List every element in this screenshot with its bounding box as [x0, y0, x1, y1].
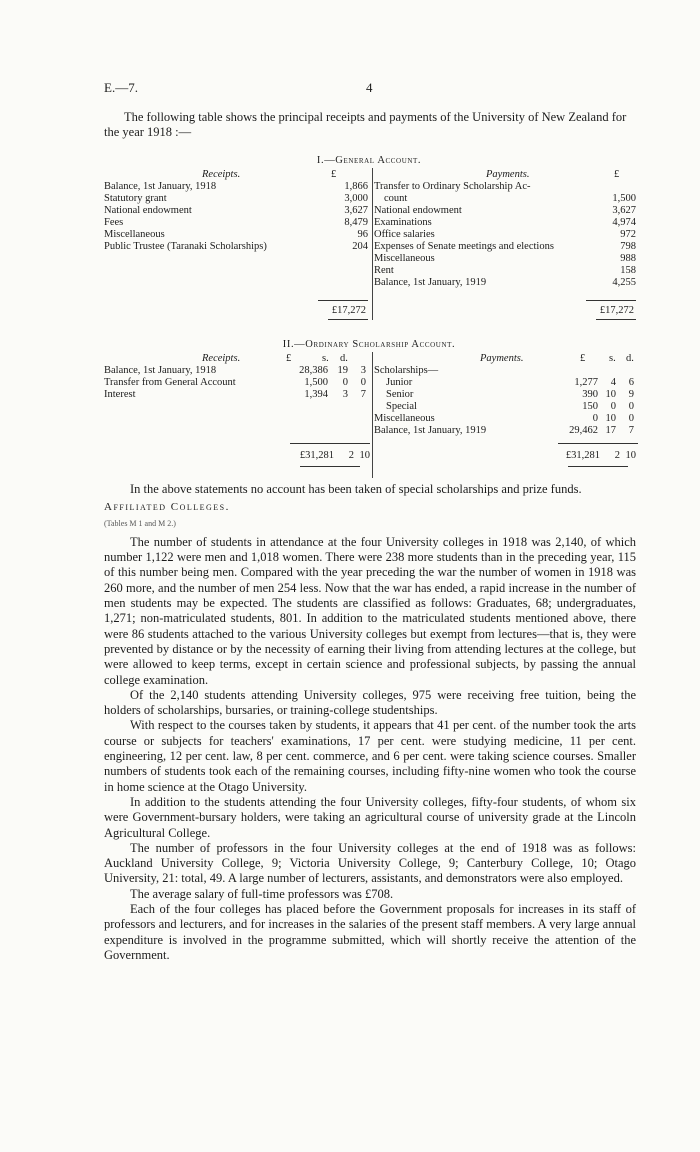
general-payments-header	[374, 168, 634, 181]
general-payment-label: Transfer to Ordinary Scholarship Ac-	[374, 181, 531, 192]
ordinary-receipt-label: Balance, 1st January, 1918	[104, 365, 217, 376]
ordinary-payments-total-pence: 10	[625, 450, 636, 461]
general-receipts-total: £17,272	[331, 305, 366, 316]
general-receipt-amount: 8,479	[344, 217, 368, 228]
ordinary-payment-pounds: 150	[582, 401, 598, 412]
general-payment-label: Examinations	[374, 217, 432, 228]
ordinary-payment-pence: 6	[628, 377, 634, 388]
ordinary-payment-shillings: 4	[610, 377, 616, 388]
ordinary-payments-total	[546, 450, 636, 463]
ordinary-payments-pence-heading: d.	[626, 353, 634, 364]
body-paragraph: In addition to the students attending the four University colleges, fifty-four students, of whom six were Government-bursary holders, were taking an agricultural course of university grade at the Lincoln Agricultural College.	[104, 794, 636, 840]
intro-paragraph: The following table shows the principal receipts and payments of the University of New Zealand for the year 1918 :—	[104, 110, 627, 139]
ordinary-receipt-pounds: 28,386	[299, 365, 328, 376]
general-receipt-amount: 1,866	[344, 181, 368, 192]
general-payment-row	[374, 277, 634, 289]
general-payment-row	[374, 253, 634, 265]
general-receipts-rule	[318, 300, 368, 301]
ordinary-payments-rows	[374, 365, 634, 437]
general-receipt-label: National endowment	[104, 205, 192, 216]
ordinary-receipts-header	[104, 352, 370, 365]
ordinary-receipt-pounds: 1,394	[304, 389, 328, 400]
general-payment-amount: 988	[620, 253, 636, 264]
note-paragraph: In the above statements no account has been taken of special scholarships and prize funds.	[130, 482, 582, 496]
general-payment-amount: 1,500	[612, 193, 636, 204]
ordinary-receipts-pounds-heading: £	[286, 353, 292, 364]
general-receipt-amount: 3,000	[344, 193, 368, 204]
ordinary-receipts-rule	[290, 443, 370, 444]
general-receipt-row	[104, 205, 370, 217]
ordinary-payment-pounds: 1,277	[574, 377, 598, 388]
ordinary-receipts-total	[280, 450, 370, 463]
general-payments-double-rule	[596, 319, 636, 320]
general-payments-column	[374, 168, 634, 289]
page-reference: E.—7.	[104, 80, 138, 95]
ordinary-receipt-pence: 7	[360, 389, 366, 400]
section-subheading: (Tables M 1 and M 2.)	[104, 518, 176, 528]
ordinary-payments-shillings-heading: s.	[609, 353, 616, 364]
general-account-table	[104, 168, 634, 328]
ordinary-receipts-heading: Receipts.	[202, 353, 241, 364]
page-number: 4	[366, 80, 373, 95]
general-receipt-label: Fees	[104, 217, 124, 228]
ordinary-payment-label: Scholarships—	[374, 365, 439, 376]
ordinary-account-table	[104, 352, 634, 462]
general-payment-row	[374, 193, 634, 205]
ordinary-payments-double-rule	[568, 466, 628, 467]
ordinary-receipt-shillings: 3	[342, 389, 348, 400]
general-receipts-column	[104, 168, 370, 253]
ordinary-payment-row	[374, 401, 634, 413]
ordinary-receipts-rows	[104, 365, 370, 401]
ordinary-receipt-row	[104, 365, 370, 377]
general-payment-amount: 972	[620, 229, 636, 240]
general-receipt-label: Public Trustee (Taranaki Scholarships)	[104, 241, 267, 252]
receipts-heading: Receipts.	[202, 169, 241, 180]
ordinary-account-divider	[372, 352, 373, 478]
ordinary-receipts-column	[104, 352, 370, 401]
payments-pound-heading: £	[614, 169, 620, 180]
ordinary-receipt-row	[104, 389, 370, 401]
body-paragraph: The number of professors in the four University colleges at the end of 1918 was as follows: Auckland University College, 9; Victoria University College, 9; Canterbury College, 10; Otago University, 21: total, 49. A large number of lecturers, assistants, and demonstrators were also employed.	[104, 840, 636, 886]
ordinary-payments-total-shillings: 2	[614, 450, 620, 461]
general-receipt-row	[104, 181, 370, 193]
general-payment-amount: 158	[620, 265, 636, 276]
general-payment-label: count	[384, 193, 408, 204]
ordinary-payment-pounds: 29,462	[569, 425, 598, 436]
ordinary-receipt-shillings: 0	[342, 377, 348, 388]
general-payment-amount: 3,627	[612, 205, 636, 216]
ordinary-payment-row	[374, 365, 634, 377]
general-receipts-rows	[104, 181, 370, 253]
ordinary-payment-label: Junior	[386, 377, 413, 388]
ordinary-receipts-shillings-heading: s.	[322, 353, 329, 364]
general-payment-row	[374, 265, 634, 277]
ordinary-payment-label: Special	[386, 401, 417, 412]
ordinary-receipts-total-pence: 10	[359, 450, 370, 461]
general-payment-row	[374, 229, 634, 241]
general-receipt-row	[104, 217, 370, 229]
ordinary-payment-row	[374, 425, 634, 437]
general-payment-label: Office salaries	[374, 229, 435, 240]
ordinary-payment-row	[374, 389, 634, 401]
general-payment-label: National endowment	[374, 205, 462, 216]
section-paragraphs	[104, 535, 636, 963]
ordinary-payment-shillings: 17	[605, 425, 616, 436]
general-payment-label: Balance, 1st January, 1919	[374, 277, 487, 288]
ordinary-payment-pence: 9	[628, 389, 634, 400]
body-paragraph: Each of the four colleges has placed before the Government proposals for increases in its staff of professors and lecturers, and for increases in the salaries of the present staff members. A very large annual expenditure is involved in the programme submitted, which will shortly receive the attention of the Government.	[104, 902, 636, 962]
ordinary-receipt-row	[104, 377, 370, 389]
ordinary-payment-label: Balance, 1st January, 1919	[374, 425, 487, 436]
body-text	[104, 482, 636, 963]
general-payment-label: Expenses of Senate meetings and elections	[374, 241, 554, 252]
general-payment-amount: 798	[620, 241, 636, 252]
general-payments-rows	[374, 181, 634, 289]
ordinary-receipt-pence: 3	[360, 365, 366, 376]
general-receipt-label: Miscellaneous	[104, 229, 165, 240]
general-payment-row	[374, 205, 634, 217]
ordinary-payments-column	[374, 352, 634, 437]
ordinary-receipt-label: Transfer from General Account	[104, 377, 236, 388]
ordinary-payment-pounds: 0	[592, 413, 598, 424]
ordinary-payment-row	[374, 377, 634, 389]
ordinary-payments-total-pounds: £31,281	[565, 450, 600, 461]
general-payment-amount: 4,974	[612, 217, 636, 228]
general-account-title: I.—General Account.	[316, 155, 422, 166]
ordinary-payment-label: Miscellaneous	[374, 413, 435, 424]
ordinary-payments-heading: Payments.	[480, 353, 524, 364]
general-payments-total: £17,272	[599, 305, 634, 316]
body-paragraph: With respect to the courses taken by students, it appears that 41 per cent. of the number took the arts course or subjects for teachers' examinations, 17 per cent. were studying medicine, 11 per cent. engineering, 12 per cent. law, 8 per cent. commerce, and 6 per cent. were taking science courses. Smaller numbers of students took each of the remaining courses, including fifty-nine women who took the course in home science at the Otago University.	[104, 718, 636, 794]
general-receipt-row	[104, 229, 370, 241]
general-payment-label: Rent	[374, 265, 394, 276]
general-payments-rule	[586, 300, 636, 301]
ordinary-payment-shillings: 10	[605, 413, 616, 424]
ordinary-payment-shillings: 0	[610, 401, 616, 412]
general-payment-row	[374, 181, 634, 193]
ordinary-payment-pounds: 390	[582, 389, 598, 400]
general-payment-label: Miscellaneous	[374, 253, 435, 264]
general-receipt-label: Balance, 1st January, 1918	[104, 181, 217, 192]
general-account-divider	[372, 168, 373, 320]
ordinary-payment-shillings: 10	[605, 389, 616, 400]
ordinary-receipts-total-shillings: 2	[348, 450, 354, 461]
ordinary-payment-row	[374, 413, 634, 425]
ordinary-payments-rule	[558, 443, 638, 444]
ordinary-receipt-shillings: 19	[337, 365, 348, 376]
general-receipts-header	[104, 168, 370, 181]
ordinary-receipt-pounds: 1,500	[304, 377, 328, 388]
ordinary-receipts-pence-heading: d.	[340, 353, 348, 364]
general-receipt-label: Statutory grant	[104, 193, 167, 204]
ordinary-receipts-double-rule	[300, 466, 360, 467]
payments-heading: Payments.	[486, 169, 530, 180]
ordinary-payment-pence: 0	[628, 401, 634, 412]
ordinary-account-title: II.—Ordinary Scholarship Account.	[282, 339, 456, 350]
ordinary-receipts-total-pounds: £31,281	[299, 450, 334, 461]
body-paragraph: The number of students in attendance at the four University colleges in 1918 was 2,140, of which number 1,122 were men and 1,018 women. There were 238 more students than in the preceding year, 115 of this number being men. Compared with the year preceding the war the number of women in 1918 was 260 more, and the number of men 254 less. Now that the war has ended, a rapid increase in the number of men students may be expected. The students are classified as follows: Graduates, 68; undergraduates, 1,271; non-matriculated students, 801. In addition to the matriculated students mentioned above, there were 86 students attached to the various University colleges but exempt from lectures—that is, they were prevented by distance or by the necessity of earning their living from attending lectures at the college, but were allowed to keep terms, except in certain science and professional subjects, by passing the annual college examination.	[104, 534, 636, 687]
ordinary-payment-pence: 0	[628, 413, 634, 424]
ordinary-payment-label: Senior	[386, 389, 414, 400]
ordinary-payments-header	[374, 352, 634, 365]
body-paragraph: Of the 2,140 students attending University colleges, 975 were receiving free tuition, being the holders of scholarships, bursaries, or training-college studentships.	[104, 687, 636, 718]
ordinary-receipt-label: Interest	[104, 389, 136, 400]
general-receipt-amount: 204	[352, 241, 368, 252]
general-payment-row	[374, 241, 634, 253]
general-payment-row	[374, 217, 634, 229]
section-heading: Affiliated Colleges.	[104, 501, 230, 514]
general-payment-amount: 4,255	[612, 277, 636, 288]
receipts-pound-heading: £	[331, 169, 337, 180]
general-receipt-amount: 96	[357, 229, 368, 240]
ordinary-payments-pounds-heading: £	[580, 353, 586, 364]
general-receipt-row	[104, 241, 370, 253]
general-receipt-amount: 3,627	[344, 205, 368, 216]
ordinary-payment-pence: 7	[628, 425, 634, 436]
general-receipt-row	[104, 193, 370, 205]
general-receipts-double-rule	[328, 319, 368, 320]
body-paragraph: The average salary of full-time professors was £708.	[130, 886, 394, 901]
ordinary-receipt-pence: 0	[360, 377, 366, 388]
